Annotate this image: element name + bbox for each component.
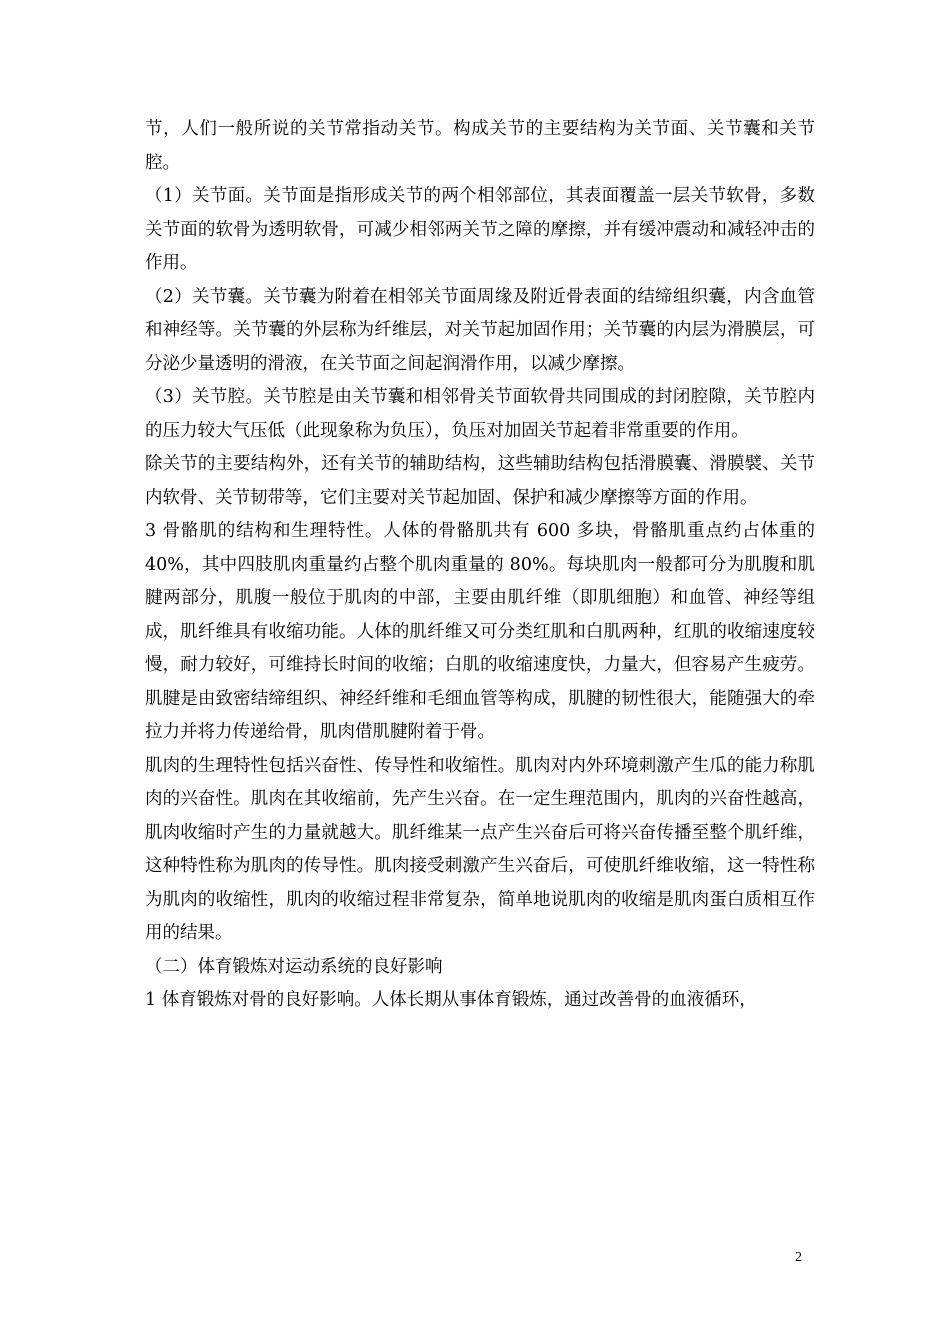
paragraph-joint-surface: （1）关节面。关节面是指形成关节的两个相邻部位，其表面覆盖一层关节软骨，多数关节面的软骨为透明软骨，可减少相邻两关节之障的摩擦，并有缓冲震动和减轻冲击的作用。 (145, 186, 815, 273)
paragraph-joint-capsule: （2）关节囊。关节囊为附着在相邻关节面周缘及附近骨表面的结缔组织囊，内含血管和神经等。关节囊的外层称为纤维层，对关节起加固作用；关节囊的内层为滑膜层，可分泌少量透明的滑液，在关节面之间起润滑作用，以减少摩擦。 (145, 286, 815, 374)
paragraph-joint-intro: 节，人们一般所说的关节常指动关节。构成关节的主要结构为关节面、关节囊和关节腔。 (145, 119, 815, 173)
body-text (145, 113, 815, 1018)
page-number: 2 (795, 1250, 802, 1265)
paragraph-muscle-physiology: 肌肉的生理特性包括兴奋性、传导性和收缩性。肌肉对内外环境刺激产生瓜的能力称肌肉的兴奋性。肌肉在其收缩前，先产生兴奋。在一定生理范围内，肌肉的兴奋性越高，肌肉收缩时产生的力量就越大。肌纤维某一点产生兴奋后可将兴奋传播至整个肌纤维，这种特性称为肌肉的传导性。肌肉接受刺激产生兴奋后，可使肌纤维收缩，这一特性称为肌肉的收缩性，肌肉的收缩过程非常复杂，简单地说肌肉的收缩是肌肉蛋白质相互作用的结果。 (145, 755, 815, 943)
section-heading-exercise-effects: （二）体育锻炼对运动系统的良好影响 (145, 956, 443, 977)
paragraph-exercise-bone: 1 体育锻炼对骨的良好影响。人体长期从事体育锻炼，通过改善骨的血液循环， (145, 990, 757, 1010)
paragraph-auxiliary-structures: 除关节的主要结构外，还有关节的辅助结构，这些辅助结构包括滑膜囊、滑膜襞、关节内软骨、关节韧带等，它们主要对关节起加固、保护和减少摩擦等方面的作用。 (145, 454, 815, 508)
paragraph-joint-cavity: （3）关节腔。关节腔是由关节囊和相邻骨关节面软骨共同围成的封闭腔隙，关节腔内的压力较大气压低（此现象称为负压），负压对加固关节起着非常重要的作用。 (145, 387, 815, 441)
paragraph-skeletal-muscle-structure: 3 骨骼肌的结构和生理特性。人体的骨骼肌共有 600 多块，骨骼肌重点约占体重的 40%，其中四肢肌肉重量约占整个肌肉重量的 80%。每块肌肉一般都可分为肌腹和肌腱两部分，肌腹一般位于肌肉的中部，主要由肌纤维（即肌细胞）和血管、神经等组成，肌纤维具有收缩功能。人体的肌纤维又可分类红肌和白肌两种，红肌的收缩速度较慢，耐力较好，可维持长时间的收缩；白肌的收缩速度快，力量大，但容易产生疲劳。肌腱是由致密结缔组织、神经纤维和毛细血管等构成，肌腱的韧性很大，能随强大的牵拉力并将力传递给骨，肌肉借肌腱附着于骨。 (145, 521, 815, 742)
